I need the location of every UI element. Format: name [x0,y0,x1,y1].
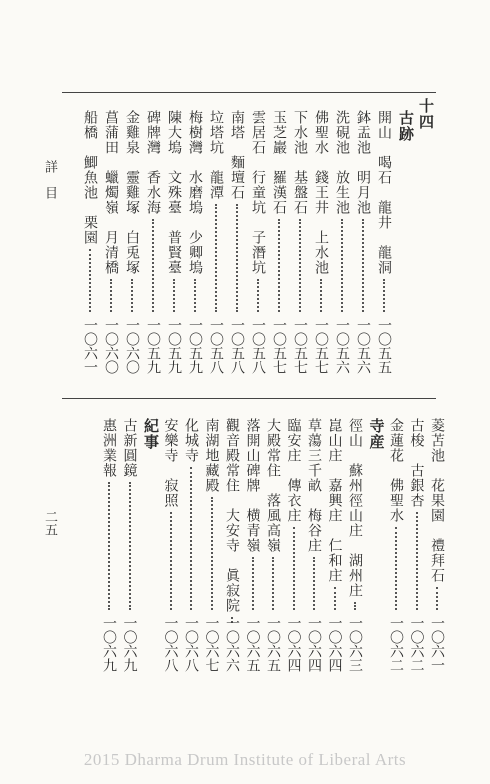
toc-entry-text: 大殿常住 落風高嶺 [265,418,281,553]
top-rule [62,92,436,93]
section-heading: 古跡 [397,110,415,142]
leader-dots [320,279,324,312]
page-number: 一〇五八 [229,318,245,374]
leader-dots [395,527,399,610]
toc-entry-text: 玉芝巖 羅漢石 [271,110,287,215]
leader-dots [252,557,256,610]
page-number: 一〇六九 [121,616,138,672]
page-number: 一〇六二 [408,616,425,672]
toc-entry-text: 金蓮花 佛聖水 [388,418,404,523]
page-number: 一〇五九 [145,318,161,374]
leader-dots [152,219,156,312]
page-number: 一〇五五 [376,318,392,374]
page-number: 一〇六八 [183,616,199,672]
leader-dots [236,204,240,312]
middle-rule [62,398,436,399]
toc-entry-text: 古梭 古銀杏 [408,418,425,508]
page-number: 一〇六八 [162,616,179,672]
toc-entry-text: 鉢盂池 明月池 [355,110,371,215]
toc-entry-text: 臨安庄 傳衣庄 [285,418,302,523]
leader-dots [436,587,440,610]
page-number: 一〇五七 [313,318,329,374]
toc-entry-text: 船橋 鯽魚池 栗園 [82,110,98,245]
toc-entry-text: 垃塔坑 龍潭 [208,110,224,200]
leader-dots [383,279,387,312]
toc-entry-text: 南塔 麵壇石 [229,110,245,200]
leader-dots [416,512,420,610]
leader-dots [362,219,366,312]
toc-entry-text: 落開山碑牌 横青嶺 [244,418,261,553]
toc-entry-text: 徑山 蘇州徑山庄 湖州庄 [347,418,363,598]
toc-entry-text: 金雞泉 靈雞塚 白兎塚 [124,110,140,275]
leader-dots [334,587,338,610]
leader-dots [131,279,135,312]
section-heading: 紀事 [142,418,160,450]
page-number: 一〇五八 [250,318,266,374]
footer-watermark: 2015 Dharma Drum Institute of Liberal Arts [83,750,407,769]
section-heading: 寺産 [367,418,386,450]
leader-dots [89,249,93,312]
leader-dots [299,219,303,312]
toc-entry-text: 觀音殿常住 大安寺 眞寂院 [224,418,240,613]
leader-dots [257,279,261,312]
toc-entry-text: 惠洲業報 [101,418,117,478]
toc-entry-text: 下水池 基盤石 [292,110,308,215]
toc-entry-text: 佛聖水 錢王井 上水池 [313,110,329,275]
section-number: 十四 [417,98,435,130]
leader-dots [293,527,297,610]
leader-dots [173,279,177,312]
page-number: 一〇五九 [166,318,182,374]
page-number: 一〇六一 [82,318,98,374]
leader-dots [194,279,198,312]
page-number: 一〇五六 [334,318,350,374]
toc-entry-text: 菖蒲田 蠟燭嶺 月清橋 [103,110,119,275]
page-label: 二五 [42,510,57,536]
page-number: 一〇六三 [347,616,363,672]
leader-dots [278,219,282,312]
page-number: 一〇六一 [429,616,445,672]
leader-dots [170,512,174,610]
toc-entry-text: 洗硯池 放生池 [334,110,350,215]
page-number: 一〇六五 [265,616,281,672]
page-number: 一〇六四 [326,616,343,672]
page-number: 一〇六四 [285,616,302,672]
toc-entry-text: 梅樹灣 水磨塢 少卿塢 [187,110,203,275]
leader-dots [215,204,219,312]
leader-dots [110,279,114,312]
page-number: 一〇五六 [355,318,371,374]
toc-entry-text: 陳大塢 文殊臺 普賢臺 [166,110,182,275]
leader-dots [354,602,358,610]
leader-dots [313,557,317,610]
toc-entry-text: 碑牌灣 香水海 [145,110,161,215]
toc-entry-text: 菱苫池 花果園 禮拜石 [429,418,445,583]
leader-dots [129,482,133,610]
page-number: 一〇六五 [244,616,261,672]
leader-dots [211,497,215,610]
toc-entry-text: 古新圓鏡 [121,418,138,478]
leader-dots [190,467,194,610]
toc-entry-text: 南湖地藏殿 [203,418,220,493]
toc-entry-text: 雲居石 行童坑 子潛坑 [250,110,266,275]
page-number: 一〇六二 [388,616,404,672]
page-number: 一〇六七 [203,616,220,672]
page-number: 一〇六〇 [124,318,140,374]
page-number: 一〇五九 [187,318,203,374]
toc-entry-text: 草蕩三千畝 梅谷庄 [306,418,322,553]
leader-dots [272,557,276,610]
page-number: 一〇五七 [271,318,287,374]
toc-entry-text: 化城寺 [183,418,199,463]
page-number: 一〇五八 [208,318,224,374]
page-number: 一〇六六 [224,616,240,672]
page-number: 一〇六四 [306,616,322,672]
toc-entry-text: 安樂寺 寂照 [162,418,179,508]
page-number: 一〇五七 [292,318,308,374]
toc-entry-text: 崑山庄 嘉興庄 仁和庄 [326,418,343,583]
toc-entry-text: 開山 喝石 龍井 龍洞 [376,110,392,275]
side-label: 詳 目 [42,160,57,199]
page-number: 一〇六九 [101,616,117,672]
leader-dots [108,482,112,610]
page-number: 一〇六〇 [103,318,119,374]
leader-dots [341,219,345,312]
